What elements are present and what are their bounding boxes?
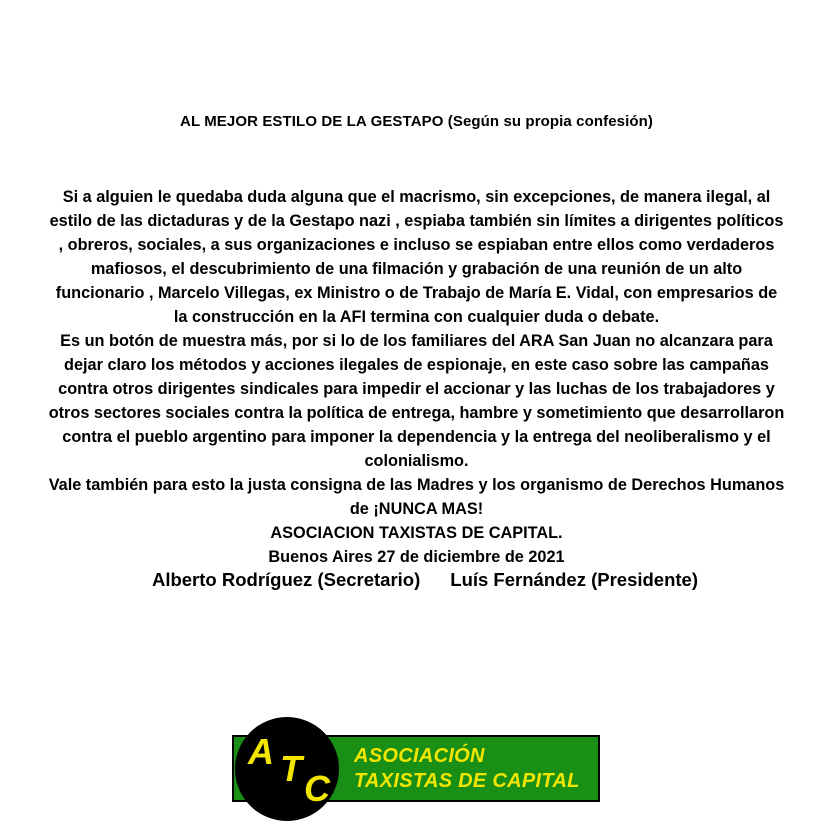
body-line: Vale también para esto la justa consigna de las Madres y los organismo de Derechos Humanos xyxy=(48,476,785,494)
body-line: otros sectores sociales contra la política de entrega, hambre y sometimiento que desarrollaron xyxy=(48,404,785,422)
page-title: AL MEJOR ESTILO DE LA GESTAPO (Según su propia confesión) xyxy=(180,113,653,130)
signatures xyxy=(0,569,833,591)
logo-initials xyxy=(235,717,339,821)
date-line: Buenos Aires 27 de diciembre de 2021 xyxy=(268,548,565,566)
body-line: colonialismo. xyxy=(364,452,469,470)
signature-secretary: Alberto Rodríguez (Secretario) xyxy=(151,569,421,590)
body-line: dejar claro los métodos y acciones ilegales de espionaje, en este caso sobre las campañas xyxy=(64,356,769,374)
body-line: Si a alguien le quedaba duda alguna que el macrismo, sin excepciones, de manera ilegal, al xyxy=(62,188,771,206)
body-line: , obreros, sociales, a sus organizaciones e incluso se espiaban entre ellos como verdaderos xyxy=(58,236,775,254)
logo-text-taxistas: TAXISTAS DE CAPITAL xyxy=(354,770,580,792)
organization-name: ASOCIACION TAXISTAS DE CAPITAL. xyxy=(270,524,563,542)
body-line: de ¡NUNCA MAS! xyxy=(349,500,484,518)
body-line: la construcción en la AFI termina con cualquier duda o debate. xyxy=(173,308,660,326)
logo-text-asociacion: ASOCIACIÓN xyxy=(354,745,485,767)
body-line: contra el pueblo argentino para imponer la dependencia y la entrega del neoliberalismo y el xyxy=(62,428,771,446)
body-line: contra otros dirigentes sindicales para impedir el accionar y las luchas de los trabajadores y xyxy=(58,380,775,398)
signature-president: Luís Fernández (Presidente) xyxy=(450,569,699,590)
body-line: Es un botón de muestra más, por si lo de los familiares del ARA San Juan no alcanzara para xyxy=(60,332,773,350)
atc-logo xyxy=(232,720,600,812)
body-line: funcionario , Marcelo Villegas, ex Ministro o de Trabajo de María E. Vidal, con empresarios de xyxy=(55,284,778,302)
letter-body xyxy=(0,185,833,569)
body-line: estilo de las dictaduras y de la Gestapo nazi , espiaba también sin límites a dirigentes políticos xyxy=(49,212,784,230)
logo-initial-a: A xyxy=(248,731,274,772)
logo-initial-t: T xyxy=(280,748,302,789)
logo-initial-c: C xyxy=(304,768,330,809)
body-line: mafiosos, el descubrimiento de una filmación y grabación de una reunión de un alto xyxy=(90,260,743,278)
